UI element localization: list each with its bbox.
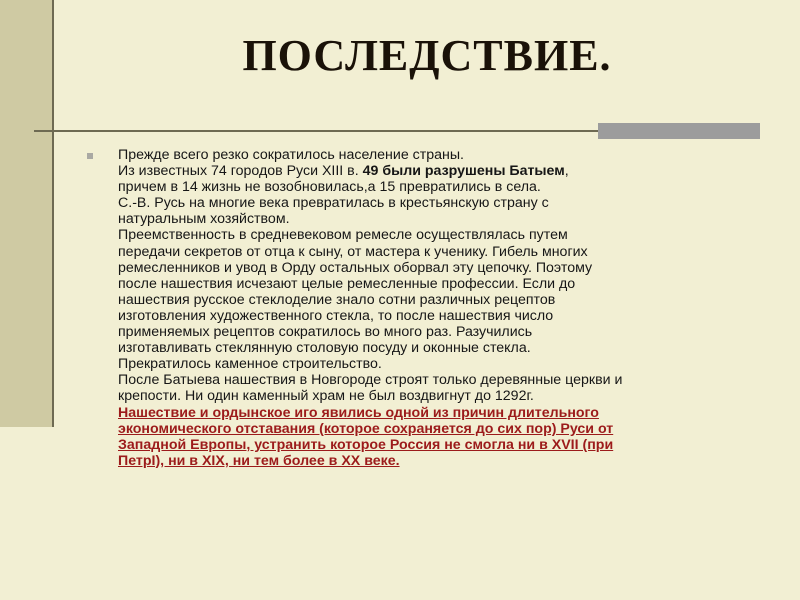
slide-title: ПОСЛЕДСТВИЕ. <box>242 31 612 80</box>
conclusion-link-line[interactable]: Нашествие и ордынское иго явились одной из причин длительного <box>118 404 599 421</box>
divider-accent-block <box>598 123 760 139</box>
body-text: , <box>564 163 569 180</box>
body-line: После Батыева нашествия в Новгороде строят только деревянные церкви и <box>118 372 623 389</box>
left-decorative-bar <box>0 0 52 427</box>
body-line: изготовления художественного стекла, то после нашествия число <box>118 307 554 324</box>
conclusion-link-line[interactable]: ПетрI), ни в XIX, ни тем более в XX веке. <box>118 452 400 469</box>
body-line: С.-В. Русь на многие века превратилась в крестьянскую страну с <box>118 195 549 212</box>
body-line: ремесленников и увод в Орду остальных оборвал эту цепочку. Поэтому <box>118 259 593 276</box>
body-line: изготавливать стеклянную столовую посуду и оконные стекла. <box>118 340 531 357</box>
body-line: применяемых рецептов сократилось во много раз. Разучились <box>118 324 533 341</box>
bullet-square-icon <box>87 153 93 159</box>
body-line: Прекратилось каменное строительство. <box>118 356 382 373</box>
body-line <box>118 163 768 179</box>
body-line: нашествия русское стеклоделие знало сотни различных рецептов <box>118 291 556 308</box>
body-line: крепости. Ни один каменный храм не был воздвигнут до 1292г. <box>118 388 534 405</box>
body-line: Прежде всего резко сократилось население страны. <box>118 147 464 163</box>
body-line: после нашествия исчезают целые ремесленные профессии. Если до <box>118 275 576 292</box>
title-divider <box>34 130 598 132</box>
conclusion-link-line[interactable]: Западной Европы, устранить которое Россия не смогла ни в XVII (при <box>118 436 614 453</box>
body-line: Преемственность в средневековом ремесле осуществлялась путем <box>118 227 568 244</box>
conclusion-link-line[interactable]: экономического отставания (которое сохраняется до сих пор) Руси от <box>118 420 614 437</box>
slide-body-text <box>118 147 768 469</box>
body-line: передачи секретов от отца к сыну, от мастера к ученику. Гибель многих <box>118 243 588 260</box>
body-text: Из известных 74 городов Руси XIII в. <box>118 163 363 180</box>
body-line: причем в 14 жизнь не возобновилась,а 15 превратились в села. <box>118 179 541 196</box>
bold-highlight: 49 были разрушены Батыем <box>362 163 565 180</box>
body-line: натуральным хозяйством. <box>118 211 290 228</box>
